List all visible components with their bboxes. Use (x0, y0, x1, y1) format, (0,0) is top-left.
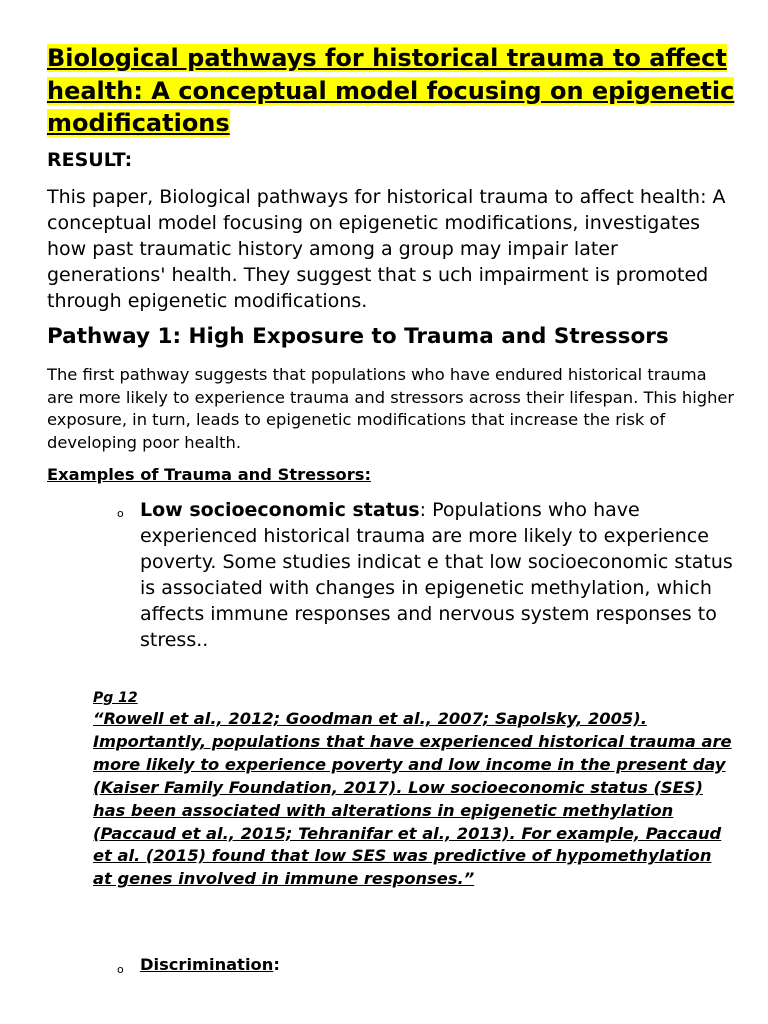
bullet-low-ses-lead: Low socioeconomic status (140, 499, 420, 521)
bullet-low-ses (140, 497, 740, 653)
page-reference: Pg 12 (93, 690, 138, 706)
bullet-discrimination (140, 955, 280, 974)
bullet-discrimination-lead: Discrimination (140, 955, 274, 974)
quote-block: “Rowell et al., 2012; Goodman et al., 2007; Sapolsky, 2005). Importantly, populations that have experienced historical trauma are more likely to experience poverty and low income in the present day (Kaiser Family Foundation, 2017). Low socioeconomic status (SES) has been associated with alterations in epigenetic methylation (Paccaud et al., 2015; Tehranifar et al., 2013). For example, Paccaud et al. (2015) found that low SES was predictive of hypomethylation at genes involved in immune responses.” (93, 709, 732, 889)
bullet-marker: o (117, 963, 124, 976)
bullet-marker: o (117, 507, 124, 520)
examples-heading: Examples of Trauma and Stressors: (47, 465, 371, 484)
intro-paragraph: This paper, Biological pathways for historical trauma to affect health: A conceptual model focusing on epigenetic modifications, investigates how past traumatic history among a group may impair later generations' health. They suggest that s uch impairment is promoted through epigenetic modifications. (47, 186, 726, 312)
document-title (47, 42, 737, 140)
result-label: RESULT: (47, 149, 133, 171)
bullet-discrimination-suffix: : (273, 955, 280, 974)
pathway-heading: Pathway 1: High Exposure to Trauma and Stressors (47, 324, 669, 349)
pathway-paragraph: The first pathway suggests that populations who have endured historical trauma are more likely to experience trauma and stressors across their lifespan. This higher exposure, in turn, leads to epigenetic modifications that increase the risk of developing poor health. (47, 365, 735, 453)
title-highlight: Biological pathways for historical trauma to affect health: A conceptual model focusing on epigenetic modifications (47, 44, 735, 137)
bullet-low-ses-text: : Populations who have experienced historical trauma are more likely to experience poverty. Some studies indicat e that low socioeconomic status is associated with changes in epigenetic methylation, which affects immune responses and nervous system responses to stress.. (140, 499, 733, 651)
